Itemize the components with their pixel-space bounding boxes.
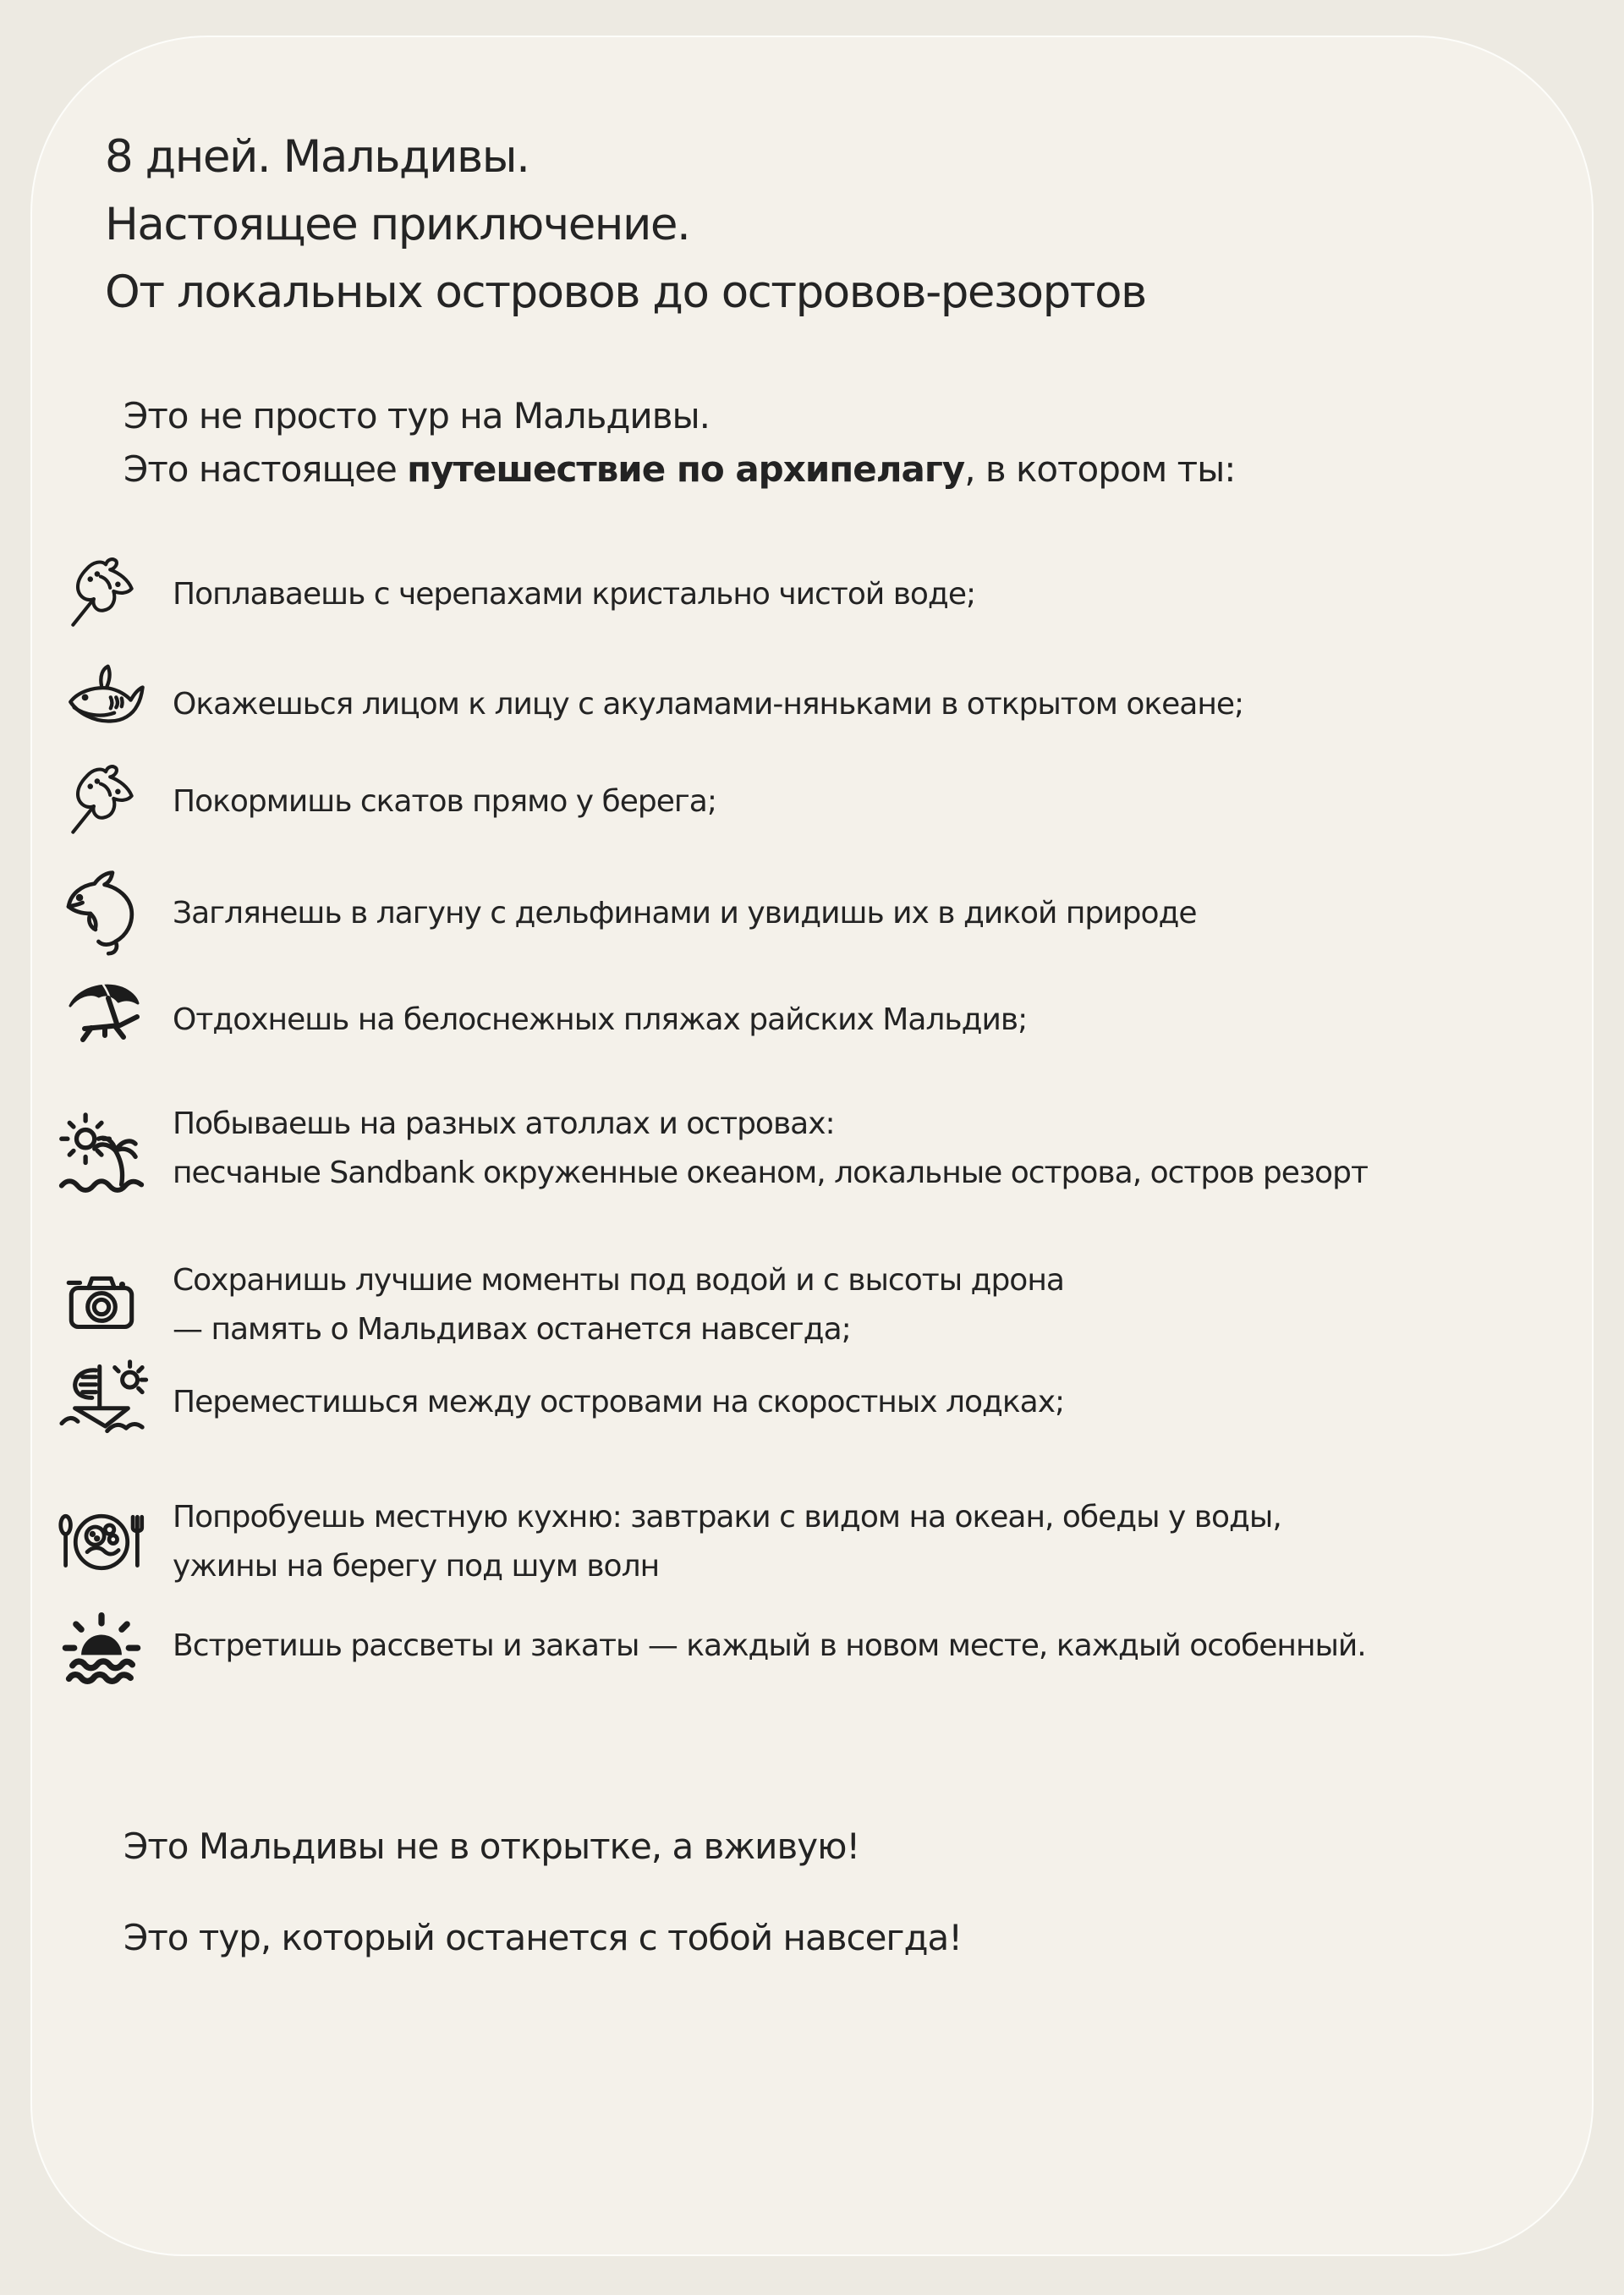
list-item-line: песчаные Sandbank окруженные океаном, локальные острова, остров резорт	[173, 1156, 1368, 1190]
list-item	[47, 753, 1578, 851]
list-item-line: Окажешься лицом к лицу с акуламами-няньками в открытом океане;	[173, 687, 1244, 722]
list-item	[47, 1493, 1578, 1591]
outro-line-1: Это Мальдивы не в открытке, а вживую!	[123, 1826, 860, 1867]
page-title	[105, 124, 1146, 327]
list-item	[47, 1256, 1578, 1354]
camera-icon	[47, 1256, 156, 1354]
list-item-line: Встретишь рассветы и закаты — каждый в новом месте, каждый особенный.	[173, 1628, 1366, 1663]
title-line-1: 8 дней. Мальдивы.	[105, 131, 529, 183]
list-item	[47, 1100, 1578, 1198]
shark-icon	[47, 656, 156, 754]
list-item-text	[156, 1100, 1368, 1198]
list-item	[47, 546, 1578, 644]
list-item-text	[156, 889, 1197, 938]
list-item-text	[156, 1256, 1064, 1354]
list-item	[47, 1353, 1578, 1452]
sunset-icon	[47, 1597, 156, 1695]
list-item-text	[156, 570, 975, 619]
list-item-line: Сохранишь лучшие моменты под водой и с высоты дрона	[173, 1263, 1064, 1298]
list-item-line: — память о Мальдивах останется навсегда;	[173, 1312, 851, 1347]
beach-umbrella-icon	[47, 971, 156, 1069]
list-item-line: Заглянешь в лагуну с дельфинами и увидишь их в дикой природе	[173, 896, 1197, 931]
list-item-line: Переместишься между островами на скоростных лодках;	[173, 1385, 1065, 1419]
sun-island-icon	[47, 1100, 156, 1198]
list-item-text	[156, 996, 1027, 1045]
list-item	[47, 1597, 1578, 1695]
list-item	[47, 656, 1578, 754]
list-item-line: Отдохнешь на белоснежных пляжах райских Мальдив;	[173, 1002, 1028, 1037]
list-item	[47, 865, 1578, 963]
list-item-text	[156, 1378, 1064, 1427]
list-item-line: Побываешь на разных атоллах и островах:	[173, 1106, 835, 1141]
intro-line-2-prefix: Это настоящее	[123, 448, 408, 490]
dolphin-icon	[47, 865, 156, 963]
list-item-text	[156, 1622, 1366, 1671]
intro-line-2-bold: путешествие по архипелагу	[407, 448, 965, 490]
intro-text	[123, 389, 1235, 496]
outro-line-2: Это тур, который останется с тобой навсегда!	[123, 1917, 963, 1958]
stingray-icon	[47, 753, 156, 851]
list-item-line: ужины на берегу под шум волн	[173, 1549, 660, 1584]
list-item-line: Покормишь скатов прямо у берега;	[173, 784, 716, 819]
dinner-plate-icon	[47, 1493, 156, 1591]
list-item-line: Поплаваешь с черепахами кристально чистой воде;	[173, 577, 976, 612]
intro-line-2	[123, 442, 1235, 496]
stingray-icon	[47, 546, 156, 644]
list-item-text	[156, 680, 1243, 729]
list-item	[47, 971, 1578, 1069]
list-item-text	[156, 777, 716, 826]
title-line-2: Настоящее приключение.	[105, 199, 690, 250]
list-item-line: Попробуешь местную кухню: завтраки с видом на океан, обеды у воды,	[173, 1500, 1281, 1535]
title-line-3: От локальных островов до островов-резортов	[105, 266, 1146, 318]
intro-line-2-suffix: , в котором ты:	[964, 448, 1236, 490]
intro-line-1: Это не просто тур на Мальдивы.	[123, 395, 710, 436]
speedboat-sun-icon	[47, 1353, 156, 1452]
list-item-text	[156, 1493, 1281, 1591]
